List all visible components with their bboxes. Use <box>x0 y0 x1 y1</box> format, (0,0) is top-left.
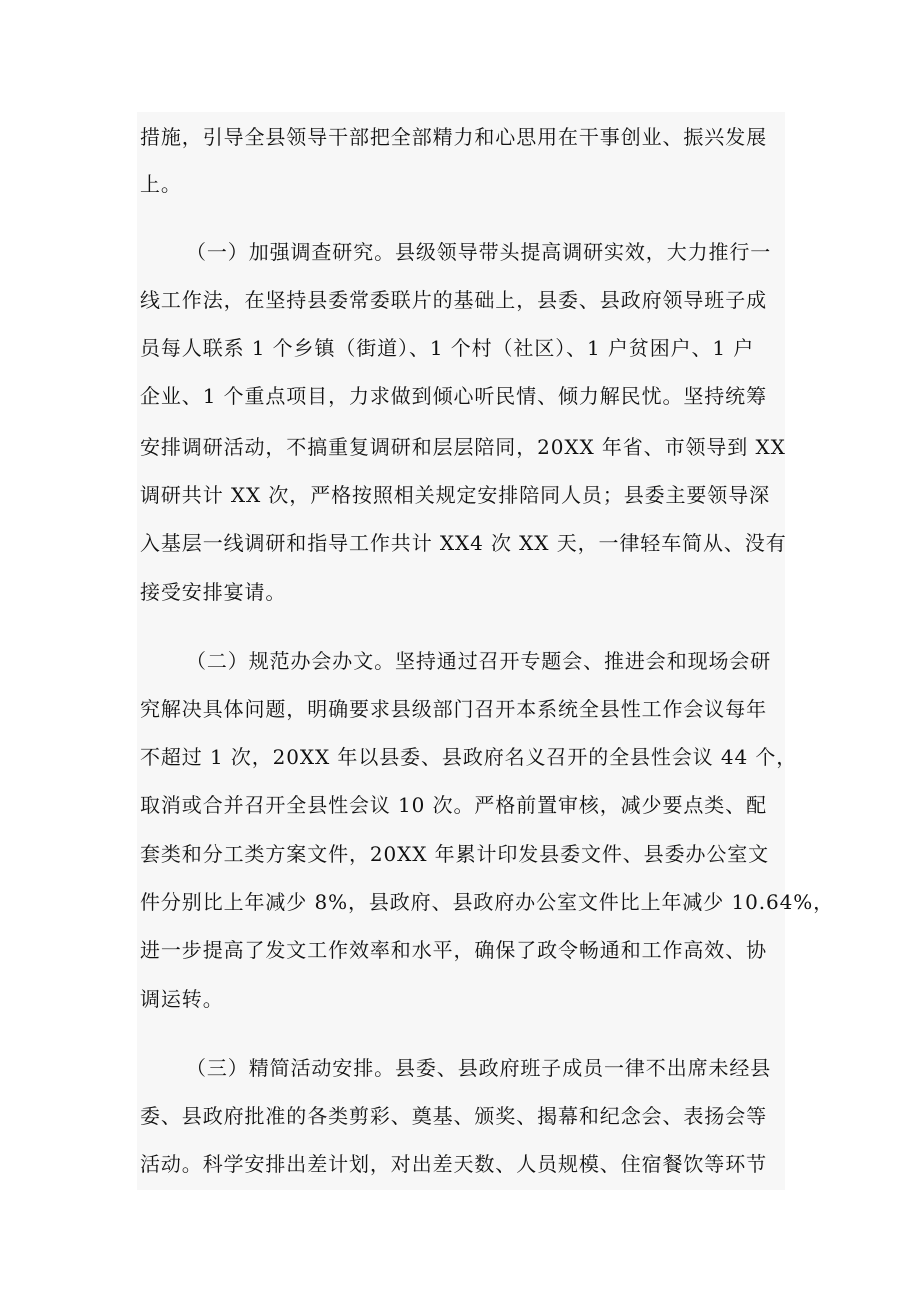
line-1: 措施，引导全县领导干部把全部精力和心思用在干事创业、振兴发展 <box>140 125 767 149</box>
line-14: 取消或合并召开全县性会议 10 次。严格前置审核，减少要点类、配 <box>140 793 767 817</box>
line-17: 进一步提高了发文工作效率和水平，确保了政令畅通和工作高效、协 <box>140 938 767 962</box>
line-2: 上。 <box>140 172 182 196</box>
section-1-heading-line: （一）加强调查研究。县级领导带头提高调研实效，大力推行一 <box>186 240 772 264</box>
line-13: 不超过 1 次，20XX 年以县委、县政府名义召开的全县性会议 44 个， <box>140 745 798 769</box>
line-21: 活动。科学安排出差计划，对出差天数、人员规模、住宿餐饮等环节 <box>140 1152 767 1176</box>
line-18: 调运转。 <box>140 987 224 1011</box>
line-8: 调研共计 XX 次，严格按照相关规定安排陪同人员；县委主要领导深 <box>140 483 770 507</box>
line-4: 线工作法，在坚持县委常委联片的基础上，县委、县政府领导班子成 <box>140 288 767 312</box>
line-9: 入基层一线调研和指导工作共计 XX4 次 XX 天，一律轻车简从、没有 <box>140 531 787 555</box>
section-3-heading-line: （三）精简活动安排。县委、县政府班子成员一律不出席未经县 <box>186 1056 772 1080</box>
line-7: 安排调研活动，不搞重复调研和层层陪同，20XX 年省、市领导到 XX <box>140 435 786 459</box>
line-6: 企业、1 个重点项目，力求做到倾心听民情、倾力解民忧。坚持统筹 <box>140 384 767 408</box>
line-10: 接受安排宴请。 <box>140 580 287 604</box>
line-20: 委、县政府批准的各类剪彩、奠基、颁奖、揭幕和纪念会、表扬会等 <box>140 1104 767 1128</box>
line-5: 员每人联系 1 个乡镇（街道）、1 个村（社区）、1 户贫困户、1 户 <box>140 336 755 360</box>
section-2-heading-line: （二）规范办会办文。坚持通过召开专题会、推进会和现场会研 <box>186 649 772 673</box>
line-16: 件分别比上年减少 8%，县政府、县政府办公室文件比上年减少 10.64%， <box>140 890 835 914</box>
line-15: 套类和分工类方案文件，20XX 年累计印发县委文件、县委办公室文 <box>140 842 770 866</box>
line-12: 究解决具体问题，明确要求县级部门召开本系统全县性工作会议每年 <box>140 697 767 721</box>
